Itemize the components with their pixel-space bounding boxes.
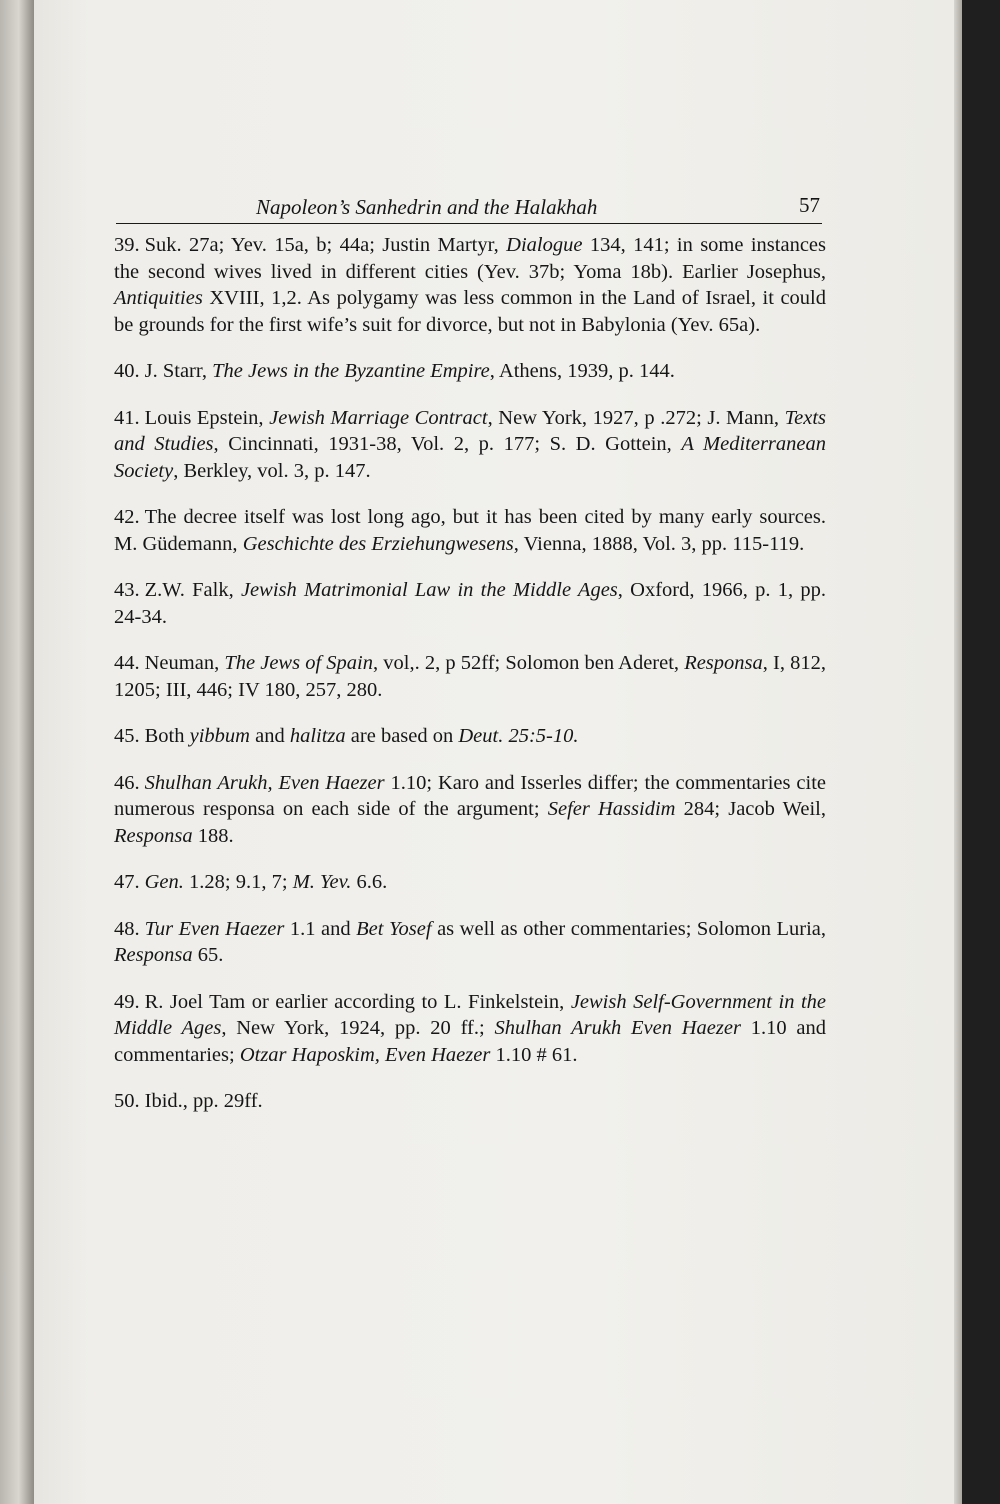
endnote-text: 284; Jacob Weil, [675, 798, 826, 820]
endnote-text: 1.10 and commentaries; [114, 1017, 826, 1066]
endnote-text: , Berkley, vol. 3, p. 147. [173, 459, 371, 482]
endnote-italic-text: Jewish Marriage Contract [269, 406, 488, 429]
endnote-text: , Vienna, 1888, Vol. 3, pp. 115-119. [513, 532, 805, 555]
endnotes-list [114, 232, 826, 1135]
endnote-text: 1.10; Karo and Isserles differ; the commentaries cite numerous responsa on each side of the argument; [114, 771, 826, 820]
endnote-text: 134, 141; in some instances the second wives lived in different cities (Yev. 37b; Yoma 18b). Earlier Josephus, [114, 234, 827, 283]
endnote-text: , Cincinnati, 1931-38, Vol. 2, p. 177; S. D. Gottein, [213, 433, 682, 455]
endnote [114, 916, 826, 969]
endnote-italic-text: Texts and Studies [114, 406, 826, 455]
running-head [116, 193, 822, 224]
endnote-text: as well as other commentaries; Solomon Luria, [431, 917, 827, 940]
endnote-text: 188. [192, 824, 234, 847]
previous-page-edge [0, 0, 34, 1504]
endnote-text: 65. [192, 944, 224, 966]
endnote [114, 577, 826, 630]
running-head-title: Napoleon’s Sanhedrin and the Halakhah [256, 195, 598, 219]
endnote-text: 1.10 # 61. [490, 1043, 578, 1066]
endnote [114, 504, 826, 557]
endnote-text: Both [144, 725, 190, 747]
endnote-text: , Oxford, 1966, p. 1, pp. 24-34. [114, 579, 827, 628]
endnote-number: 49. [114, 990, 140, 1013]
endnote-text: , vol,. 2, p 52ff; Solomon ben Aderet, [373, 652, 685, 674]
endnote-text: are based on [345, 725, 459, 747]
endnote [114, 869, 826, 896]
endnote-number: 47. [114, 871, 140, 893]
endnote [114, 1088, 826, 1115]
endnote [114, 232, 826, 338]
endnote-number: 48. [114, 917, 140, 940]
endnote-number: 44. [114, 652, 140, 674]
endnote-text: , Athens, 1939, p. 144. [489, 360, 675, 382]
endnote-text: The decree itself was lost long ago, but it has been cited by many early sources. M. Güdemann, [114, 506, 826, 555]
endnote-text: , New York, 1927, p .272; J. Mann, [487, 406, 785, 429]
endnote-text: Louis Epstein, [144, 406, 270, 429]
endnote-number: 40. [114, 360, 140, 382]
endnote-text: and [249, 725, 290, 747]
endnote-text: XVIII, 1,2. As polygamy was less common in the Land of Israel, it could be grounds for the first wife’s suit for divorce, but not in Babylonia (Yev. 65a). [114, 287, 826, 336]
endnote [114, 405, 826, 485]
endnote-italic-text: Jewish Matrimonial Law in the Middle Ages [240, 579, 618, 601]
endnote-italic-text: Bet Yosef [356, 917, 432, 940]
endnote-text: 6.6. [351, 871, 388, 893]
page-fore-edge [954, 0, 962, 1504]
endnote-italic-text: Responsa [114, 944, 193, 966]
endnote-number: 41. [114, 406, 140, 429]
endnote-text: R. Joel Tam or earlier according to L. Finkelstein, [144, 990, 571, 1013]
endnote-italic-text: Dialogue [506, 234, 583, 256]
endnote-italic-text: Shulhan Arukh Even Haezer [494, 1017, 741, 1039]
endnote-italic-text: Responsa [684, 652, 763, 674]
endnote-italic-text: Jewish Self-Government in the Middle Ages [114, 990, 827, 1039]
endnote-italic-text: The Jews of Spain [224, 652, 373, 674]
page-number: 57 [799, 193, 820, 217]
endnote-italic-text: Shulhan Arukh, Even Haezer [144, 771, 385, 794]
endnote-italic-text: Deut. 25:5-10. [458, 725, 579, 747]
endnote-italic-text: Otzar Haposkim, Even Haezer [239, 1043, 491, 1066]
endnote-text: Neuman, [144, 652, 225, 674]
endnote-italic-text: Antiquities [114, 287, 203, 309]
endnote-italic-text: Tur Even Haezer [144, 917, 285, 940]
endnote-italic-text: The Jews in the Byzantine Empire [212, 360, 490, 382]
endnote-number: 39. [114, 234, 140, 256]
endnote-text: J. Starr, [144, 360, 213, 382]
endnote-italic-text: yibbum [189, 725, 250, 747]
endnote-number: 43. [114, 579, 140, 601]
endnote-number: 50. [114, 1090, 140, 1112]
endnote-italic-text: Sefer Hassidim [547, 798, 676, 820]
endnote [114, 650, 826, 703]
endnote-italic-text: Geschichte des Erziehungwesens [242, 532, 514, 555]
endnote-text: 1.28; 9.1, 7; [183, 871, 293, 893]
endnote-text: Z.W. Falk, [144, 579, 241, 601]
endnote [114, 723, 826, 750]
endnote-text: Ibid., pp. 29ff. [144, 1090, 263, 1112]
endnote [114, 770, 826, 850]
endnote-italic-text: M. Yev. [292, 871, 352, 893]
endnote-italic-text: Gen. [144, 871, 184, 893]
endnote-text: Suk. 27a; Yev. 15a, b; 44a; Justin Martyr, [144, 234, 507, 256]
endnote [114, 989, 826, 1069]
endnote-text: , I, 812, 1205; III, 446; IV 180, 257, 280. [114, 652, 826, 701]
endnote-italic-text: A Mediterranean Society [114, 433, 827, 482]
endnote [114, 358, 826, 385]
endnote-text: , New York, 1924, pp. 20 ff.; [221, 1017, 495, 1039]
endnote-number: 46. [114, 771, 140, 794]
endnote-italic-text: Responsa [114, 824, 193, 847]
endnote-number: 45. [114, 725, 140, 747]
endnote-number: 42. [114, 506, 140, 528]
endnote-italic-text: halitza [289, 725, 346, 747]
endnote-text: 1.1 and [284, 917, 357, 940]
